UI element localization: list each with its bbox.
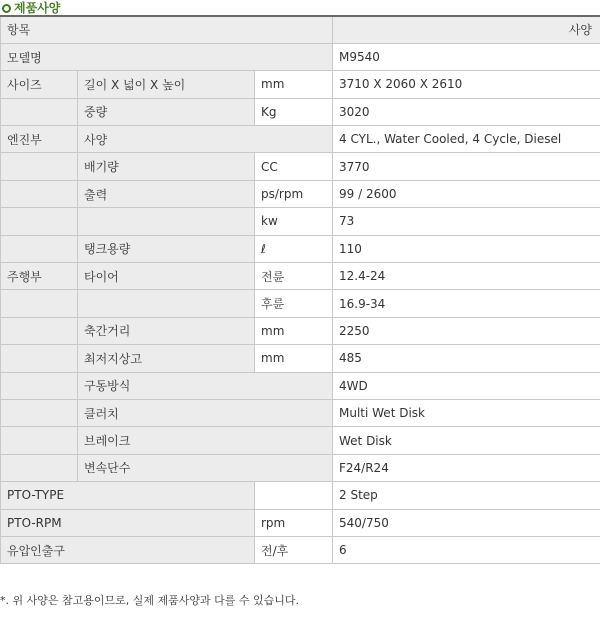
row-label: 유압인출구 <box>1 536 255 563</box>
circle-bullet-icon <box>2 4 11 13</box>
row-sub-label: 출력 <box>78 180 255 207</box>
row-unit <box>255 482 333 509</box>
row-group <box>1 153 78 180</box>
row-group <box>1 427 78 454</box>
row-group <box>1 345 78 372</box>
row-value: 485 <box>333 345 600 372</box>
row-sub-label: 사양 <box>78 126 333 153</box>
row-group <box>1 317 78 344</box>
row-unit: Kg <box>255 98 333 125</box>
spec-table <box>0 15 600 564</box>
row-value: 16.9-34 <box>333 290 600 317</box>
row-group <box>1 235 78 262</box>
row-unit: mm <box>255 317 333 344</box>
header-spec: 사양 <box>333 16 600 43</box>
row-unit: mm <box>255 345 333 372</box>
row-sub-label: 축간거리 <box>78 317 255 344</box>
row-label: PTO-RPM <box>1 509 255 536</box>
row-group <box>1 454 78 481</box>
row-unit: 후륜 <box>255 290 333 317</box>
table-row <box>1 317 600 344</box>
table-row <box>1 98 600 125</box>
row-sub-label: 브레이크 <box>78 427 333 454</box>
row-group <box>1 208 78 235</box>
table-row <box>1 43 600 70</box>
row-value: 540/750 <box>333 509 600 536</box>
table-row <box>1 71 600 98</box>
row-value: M9540 <box>333 43 600 70</box>
row-label: PTO-TYPE <box>1 482 255 509</box>
row-value: 99 / 2600 <box>333 180 600 207</box>
row-group <box>1 98 78 125</box>
table-row <box>1 263 600 290</box>
row-sub-label: 클러치 <box>78 399 333 426</box>
row-sub-label: 중량 <box>78 98 255 125</box>
section-title <box>0 0 60 16</box>
row-sub-label <box>78 208 255 235</box>
row-group: 주행부 <box>1 263 78 290</box>
row-label: 모델명 <box>1 43 333 70</box>
row-sub-label: 구동방식 <box>78 372 333 399</box>
table-row <box>1 208 600 235</box>
row-unit: mm <box>255 71 333 98</box>
table-row <box>1 536 600 563</box>
row-unit: kw <box>255 208 333 235</box>
table-row <box>1 235 600 262</box>
table-row <box>1 153 600 180</box>
row-group <box>1 290 78 317</box>
row-value: 73 <box>333 208 600 235</box>
row-value: 2250 <box>333 317 600 344</box>
row-group: 사이즈 <box>1 71 78 98</box>
row-sub-label <box>78 290 255 317</box>
table-row <box>1 454 600 481</box>
row-sub-label: 변속단수 <box>78 454 333 481</box>
row-value: 3020 <box>333 98 600 125</box>
row-sub-label: 타이어 <box>78 263 255 290</box>
row-unit: 전/후 <box>255 536 333 563</box>
table-row <box>1 290 600 317</box>
row-value: 12.4-24 <box>333 263 600 290</box>
table-row <box>1 482 600 509</box>
row-value: 110 <box>333 235 600 262</box>
table-row <box>1 372 600 399</box>
row-value: 2 Step <box>333 482 600 509</box>
row-sub-label: 길이 X 넓이 X 높이 <box>78 71 255 98</box>
header-item: 항목 <box>1 16 333 43</box>
row-value: 3710 X 2060 X 2610 <box>333 71 600 98</box>
row-unit: ps/rpm <box>255 180 333 207</box>
row-value: 6 <box>333 536 600 563</box>
section-title-text: 제품사양 <box>14 1 61 15</box>
row-sub-label: 탱크용량 <box>78 235 255 262</box>
row-value: F24/R24 <box>333 454 600 481</box>
row-value: 4WD <box>333 372 600 399</box>
disclaimer-note: *. 위 사양은 참고용이므로, 실제 제품사양과 다를 수 있습니다. <box>0 594 299 607</box>
row-unit: ℓ <box>255 235 333 262</box>
row-group <box>1 372 78 399</box>
row-group: 엔진부 <box>1 126 78 153</box>
row-value: Wet Disk <box>333 427 600 454</box>
table-header-row <box>1 16 600 43</box>
row-sub-label: 배기량 <box>78 153 255 180</box>
row-value: 4 CYL., Water Cooled, 4 Cycle, Diesel <box>333 126 600 153</box>
row-group <box>1 399 78 426</box>
row-unit: CC <box>255 153 333 180</box>
row-unit: rpm <box>255 509 333 536</box>
table-row <box>1 345 600 372</box>
table-row <box>1 427 600 454</box>
row-group <box>1 180 78 207</box>
table-row <box>1 509 600 536</box>
row-sub-label: 최저지상고 <box>78 345 255 372</box>
row-value: 3770 <box>333 153 600 180</box>
table-row <box>1 180 600 207</box>
table-row <box>1 399 600 426</box>
row-value: Multi Wet Disk <box>333 399 600 426</box>
row-unit: 전륜 <box>255 263 333 290</box>
table-row <box>1 126 600 153</box>
